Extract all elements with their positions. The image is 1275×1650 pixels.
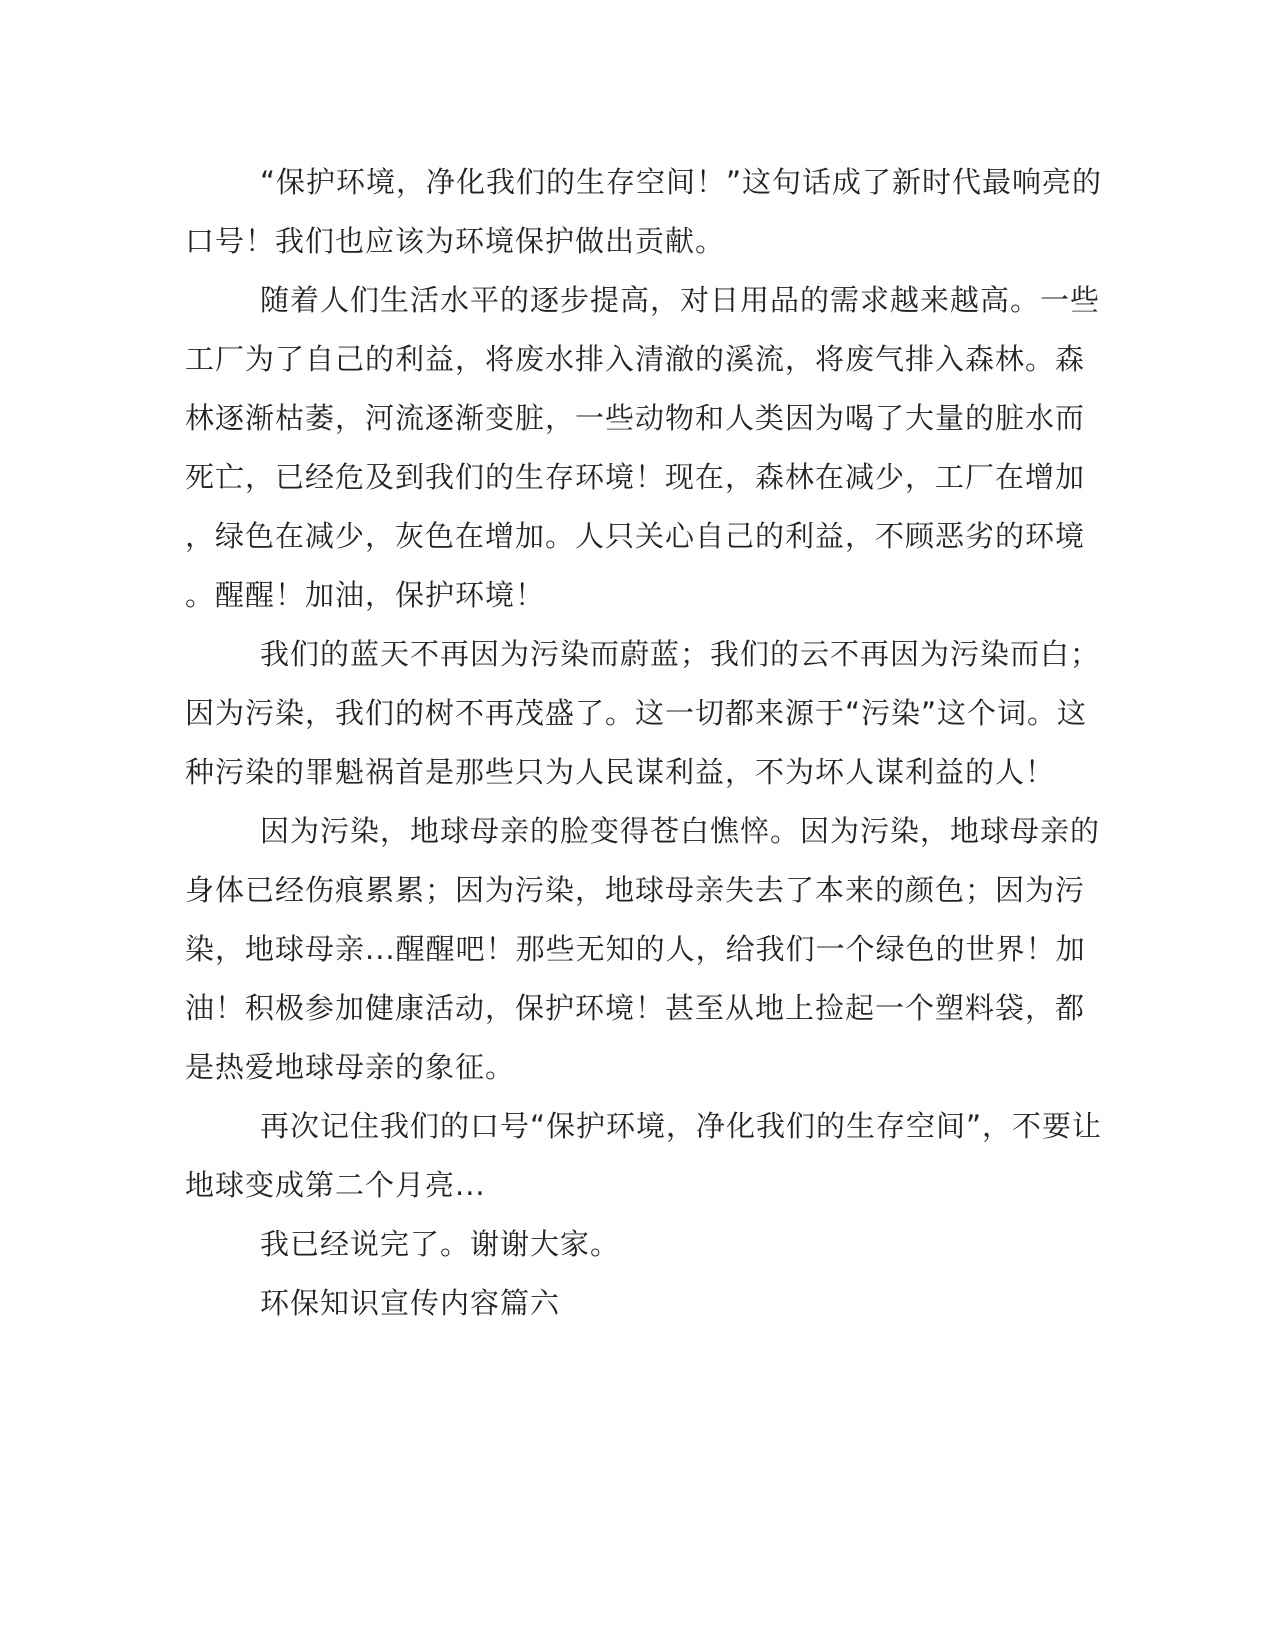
paragraph-2-line-1: 随着人们生活水平的逐步提高，对日用品的需求越来越高。一些	[260, 283, 1101, 317]
paragraph-1-line-1: “保护环境，净化我们的生存空间！”这句话成了新时代最响亮的	[260, 165, 1103, 199]
paragraph-2-line-4: 死亡，已经危及到我们的生存环境！现在，森林在减少，工厂在增加	[185, 460, 1086, 494]
paragraph-4-line-5: 是热爱地球母亲的象征。	[185, 1050, 516, 1084]
paragraph-3-line-3: 种污染的罪魁祸首是那些只为人民谋利益，不为坏人谋利益的人！	[185, 755, 1056, 789]
paragraph-1-line-2: 口号！我们也应该为环境保护做出贡献。	[185, 224, 726, 258]
section-heading: 环保知识宣传内容篇六	[260, 1286, 561, 1320]
paragraph-2-line-5: ，绿色在减少，灰色在增加。人只关心自己的利益，不顾恶劣的环境	[185, 519, 1086, 553]
paragraph-2-line-3: 林逐渐枯萎，河流逐渐变脏，一些动物和人类因为喝了大量的脏水而	[185, 401, 1086, 435]
paragraph-4-line-2: 身体已经伤痕累累；因为污染，地球母亲失去了本来的颜色；因为污	[185, 873, 1086, 907]
paragraph-4-line-3: 染，地球母亲...醒醒吧！那些无知的人，给我们一个绿色的世界！加	[185, 932, 1086, 966]
paragraph-4-line-4: 油！积极参加健康活动，保护环境！甚至从地上捡起一个塑料袋，都	[185, 991, 1086, 1025]
paragraph-4-line-1: 因为污染，地球母亲的脸变得苍白憔悴。因为污染，地球母亲的	[260, 814, 1101, 848]
paragraph-5-line-2: 地球变成第二个月亮...	[185, 1168, 486, 1202]
paragraph-3-line-2: 因为污染，我们的树不再茂盛了。这一切都来源于“污染”这个词。这	[185, 696, 1088, 730]
paragraph-5-line-1: 再次记住我们的口号“保护环境，净化我们的生存空间”，不要让	[260, 1109, 1103, 1143]
paragraph-2-line-2: 工厂为了自己的利益，将废水排入清澈的溪流，将废气排入森林。森	[185, 342, 1086, 376]
paragraph-3-line-1: 我们的蓝天不再因为污染而蔚蓝；我们的云不再因为污染而白；	[260, 637, 1101, 671]
closing-line: 我已经说完了。谢谢大家。	[260, 1227, 621, 1261]
paragraph-2-line-6: 。醒醒！加油，保护环境！	[185, 578, 546, 612]
